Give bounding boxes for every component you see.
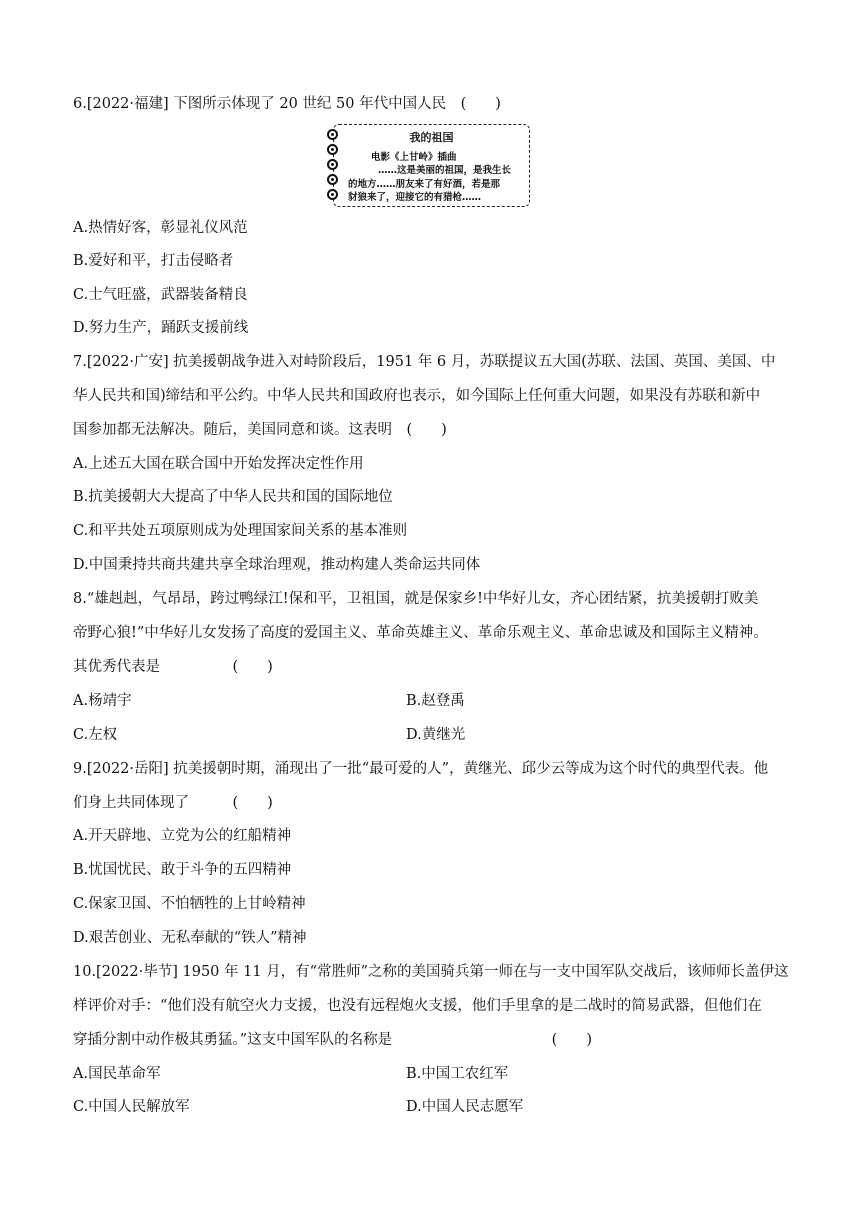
- option-c[interactable]: C.士气旺盛，武器装备精良: [73, 287, 248, 303]
- option-b[interactable]: B.忧国忧民、敢于斗争的五四精神: [73, 862, 292, 878]
- option-a[interactable]: A.上述五大国在联合国中开始发挥决定性作用: [73, 456, 364, 472]
- option-d[interactable]: D.中国秉持共商共建共享全球治理观，推动构建人类命运共同体: [73, 557, 481, 573]
- option-a[interactable]: A.杨靖宇: [73, 693, 132, 709]
- card-lyric-line: ……这是美丽的祖国，是我生长: [378, 165, 512, 176]
- question-7-stem: 7.[2022·广安] 抗美援朝战争进入对峙阶段后，1951 年 6 月，苏联提议五大国(苏联、法国、英国、美国、中: [73, 354, 776, 370]
- question-6-stem: 6.[2022·福建] 下图所示体现了 20 世纪 50 年代中国人民 ( ): [73, 96, 501, 112]
- option-b[interactable]: B.爱好和平，打击侵略者: [73, 253, 234, 269]
- card-title: 我的祖国: [409, 131, 454, 144]
- option-b[interactable]: B.赵登禹: [406, 693, 465, 709]
- option-d[interactable]: D.艰苦创业、无私奉献的“铁人”精神: [73, 930, 307, 946]
- song-lyrics-card: [333, 124, 530, 207]
- question-7-stem: 华人民共和国)缔结和平公约。中华人民共和国政府也表示，如今国际上任何重大问题，如果没有苏联和新中: [73, 388, 761, 404]
- binding-ring-icon: [327, 144, 338, 155]
- question-7-stem: 国参加都无法解决。随后，美国同意和谈。这表明 ( ): [73, 422, 447, 438]
- binding-ring-icon: [327, 174, 338, 185]
- question-9-stem: 9.[2022·岳阳] 抗美援朝时期，涌现出了一批“最可爱的人”，黄继光、邱少云等成为这个时代的典型代表。他: [73, 761, 769, 777]
- card-subtitle: 电影《上甘岭》插曲: [371, 152, 457, 163]
- question-9-stem: 们身上共同体现了 ( ): [73, 795, 273, 811]
- question-8-stem: 帝野心狼!”中华好儿女发扬了高度的爱国主义、革命英雄主义、革命乐观主义、革命忠诚及和国际主义精神。: [73, 625, 768, 641]
- binding-ring-icon: [327, 159, 338, 170]
- card-lyric-line: 豺狼来了，迎接它的有猎枪……: [348, 192, 482, 203]
- option-c[interactable]: C.和平共处五项原则成为处理国家间关系的基本准则: [73, 523, 408, 539]
- option-c[interactable]: C.左权: [73, 727, 118, 743]
- question-10-stem: 10.[2022·毕节] 1950 年 11 月，有“常胜师”之称的美国骑兵第一师在与一支中国军队交战后，该师师长盖伊这: [73, 964, 789, 980]
- card-lyric-line: 的地方……朋友来了有好酒，若是那: [348, 179, 501, 190]
- question-10-stem: 穿插分割中动作极其勇猛。”这支中国军队的名称是 ( ): [73, 1032, 592, 1048]
- option-c[interactable]: C.保家卫国、不怕牺牲的上甘岭精神: [73, 896, 306, 912]
- option-d[interactable]: D.努力生产，踊跃支援前线: [73, 320, 249, 336]
- binding-ring-icon: [327, 189, 338, 200]
- option-a[interactable]: A.热情好客，彰显礼仪风范: [73, 220, 248, 236]
- option-b[interactable]: B.中国工农红军: [406, 1066, 509, 1082]
- question-8-stem: 其优秀代表是 ( ): [73, 659, 273, 675]
- question-8-stem: 8.“雄赳赳，气昂昂，跨过鸭绿江!保和平，卫祖国，就是保家乡!中华好儿女，齐心团结紧，抗美援朝打败美: [73, 591, 759, 607]
- option-a[interactable]: A.开天辟地、立党为公的红船精神: [73, 828, 292, 844]
- option-b[interactable]: B.抗美援朝大大提高了中华人民共和国的国际地位: [73, 489, 393, 505]
- option-a[interactable]: A.国民革命军: [73, 1066, 161, 1082]
- option-d[interactable]: D.中国人民志愿军: [406, 1099, 524, 1115]
- option-d[interactable]: D.黄继光: [406, 727, 466, 743]
- question-10-stem: 样评价对手：“他们没有航空火力支援，也没有远程炮火支援，他们手里拿的是二战时的简易武器，但他们在: [73, 998, 762, 1014]
- option-c[interactable]: C.中国人民解放军: [73, 1099, 190, 1115]
